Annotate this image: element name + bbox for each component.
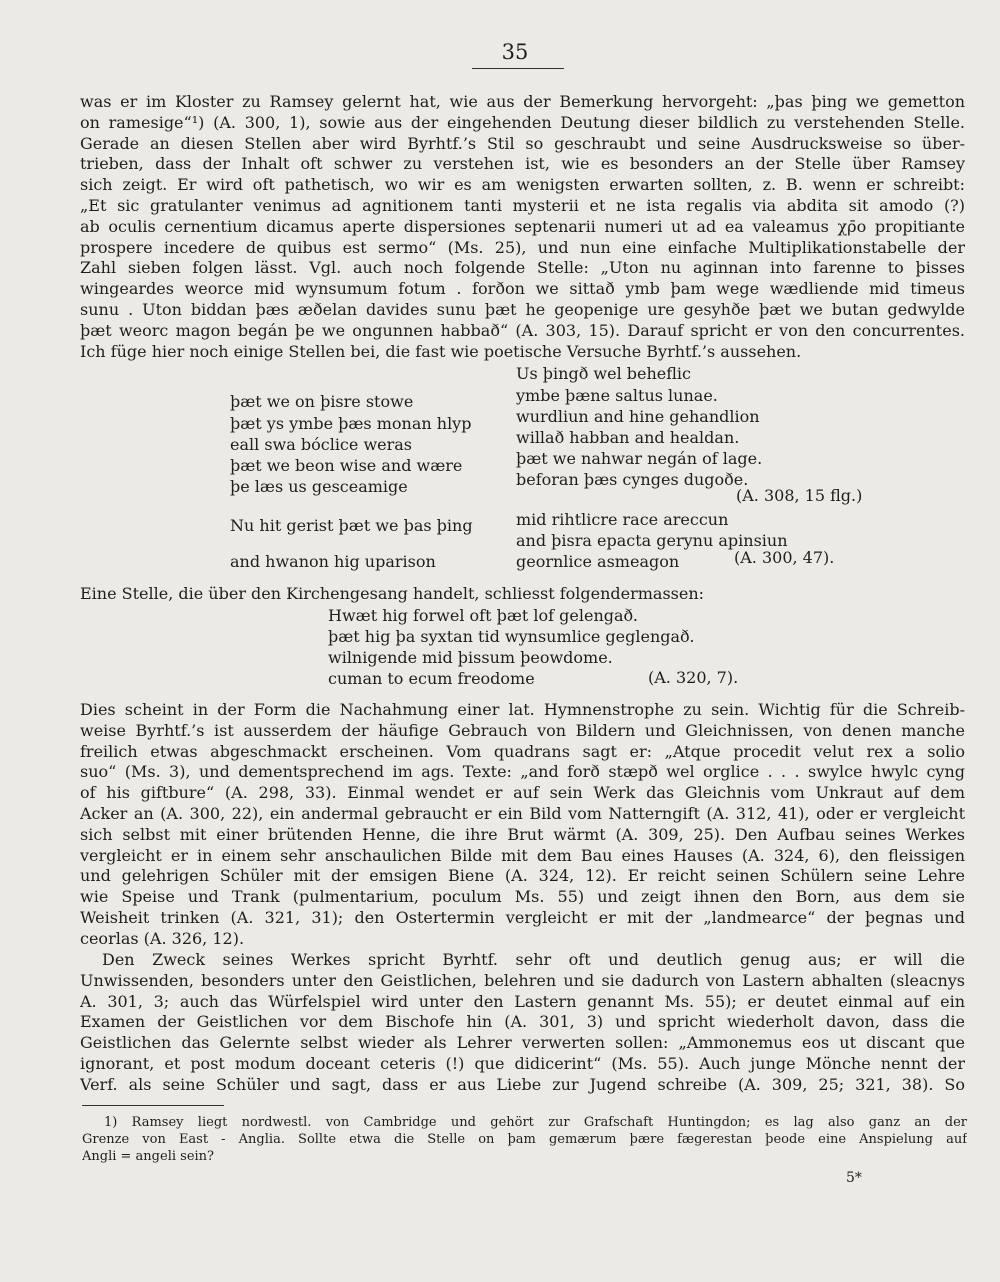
verse-line: Nu hit gerist þæt we þas þing [230,516,473,535]
text-line: on ramesige“¹) (A. 300, 1), sowie aus der eingehenden Deutung dieser bildlich zu verstehenden Stelle. [80,112,965,132]
verse-line: Hwæt hig forwel oft þæt lof gelengað. [328,606,638,625]
verse-reference: (A. 320, 7). [648,668,739,687]
text-line: of his giftbure“ (A. 298, 33). Einmal wendet er auf sein Werk das Gleichnis vom Unkraut auf dem [80,783,965,803]
text-line: Weisheit trinken (A. 321, 31); den Ostertermin vergleicht er mit der „landmearce“ der þegnas und [80,907,965,927]
text-line: Dies scheint in der Form die Nachahmung einer lat. Hymnenstrophe zu sein. Wichtig für die Schreib- [80,700,965,719]
text-line: Den Zweck seines Werkes spricht Byrhtf. sehr oft und deutlich genug aus; er will die [102,950,965,969]
verse-line: beforan þæs cynges dugoðe. [516,470,749,489]
verse-line: cuman to ecum freodome [328,669,535,688]
text-line: Ich füge hier noch einige Stellen bei, die fast wie poetische Versuche Byrhtf.’s aussehen. [80,341,802,361]
text-line: ab oculis cernentium dicamus aperte dispersiones septenarii numeri ut ad ea valeamus χρ̄o propitiante [80,216,965,236]
paragraph-1 [80,92,965,362]
text-line: ceorlas (A. 326, 12). [80,928,245,948]
text-line: wingeardes weorce mid wynsumum fotum . forðon we sittað ymb þam wege wædliende mid timeus [80,279,965,299]
text-line: A. 301, 3; auch das Würfelspiel wird unter den Lastern genannt Ms. 55); er deutet einmal auf ein [80,991,965,1011]
verse-line: wurdliun and hine gehandlion [516,407,760,426]
text-line: suo“ (Ms. 3), und dementsprechend im ags. Texte: „and forð stæpð wel orglice . . . swylce hwylc cyng [80,762,965,782]
text-line: Eine Stelle, die über den Kirchengesang handelt, schliesst folgendermassen: [80,584,705,603]
verse-line: mid rihtlicre race areccun [516,510,729,529]
text-line: þæt weorc magon begán þe we ongunnen habbað“ (A. 303, 15). Darauf spricht er von den concurrentes. [80,320,965,340]
text-line: Verf. als seine Schüler und sagt, dass er aus Liebe zur Jugend schreibe (A. 309, 25; 321, 38). So [80,1074,965,1094]
verse-line: geornlice asmeagon [516,552,680,571]
verse-line: þæt we nahwar negán of lage. [516,449,763,468]
text-line: weise Byrhtf.’s ist ausserdem der häufige Gebrauch von Bildern und Gleichnissen, von denen manche [80,720,965,740]
footnote [82,1114,967,1165]
text-line: Unwissenden, besonders unter den Geistlichen, belehren und sie dadurch von Lastern abhalten (sleacnys [80,970,965,990]
footnote-line: Angli = angeli sein? [82,1149,215,1164]
signature-mark: 5* [846,1170,862,1186]
text-line: und gelehrigen Schüler mit der emsigen Biene (A. 324, 12). Er reicht seinen Schülern seine Lehre [80,866,965,886]
verse-reference: (A. 300, 47). [734,548,835,567]
text-line: wie Speise und Trank (pulmentarium, poculum Ms. 55) und zeigt ihnen den Born, aus dem sie [80,887,965,907]
verse-line: ymbe þæne saltus lunae. [516,386,718,405]
verse-line: þe læs us gesceamige [230,477,408,496]
verse-line: þæt we on þisre stowe [230,392,414,411]
text-line: ignorant, et post modum doceant ceteris (!) que didicerint“ (Ms. 55). Auch junge Mönche nennt der [80,1053,965,1073]
text-line: trieben, dass der Inhalt oft schwer zu verstehen ist, wie es besonders an der Stelle über Ramsey [80,154,965,174]
text-line: sich zeigt. Er wird oft pathetisch, wo wir es am wenigsten erwarten sollten, z. B. wenn er schreibt: [80,175,965,195]
hymn-intro [80,584,965,605]
text-line: Zahl sieben folgen lässt. Vgl. auch noch folgende Stelle: „Uton nu aginnan into farenne to þisses [80,258,965,278]
verse-line: þæt hig þa syxtan tid wynsumlice geglengað. [328,627,695,646]
text-line: vergleicht er in einem sehr anschaulichen Bilde mit dem Bau eines Hauses (A. 324, 6), den fleissigen [80,845,965,865]
verse-line: wilnigende mid þissum þeowdome. [328,648,613,667]
text-line: sunu . Uton biddan þæs æðelan davides sunu þæt he geopenige ure gesyhðe þæt we butan gedwylde [80,299,965,319]
verse-line: and þisra epacta gerynu apinsiun [516,531,788,550]
text-line: sich selbst mit einer brütenden Henne, die ihre Brut wärmt (A. 309, 25). Den Aufbau seines Werkes [80,824,965,844]
page-number: 35 [501,40,529,64]
text-line: freilich etwas abgeschmackt erscheinen. Vom quadrans sagt er: „Atque procedit velut rex a solio [80,741,965,761]
footnote-rule [82,1105,224,1106]
footnote-line: Grenze von East - Anglia. Sollte etwa die Stelle on þam gemærum þære fægerestan þeode eine Anspielung auf [82,1132,967,1147]
page-number-rule [472,68,564,69]
paragraph-2 [80,700,965,950]
text-line: Examen der Geistlichen vor dem Bischofe hin (A. 301, 3) und spricht wiederholt davon, dass die [80,1012,965,1032]
verse-line: willað habban and healdan. [516,428,740,447]
text-line: Acker an (A. 300, 22), ein andermal gebraucht er ein Bild vom Natterngift (A. 312, 41), oder er vergleicht [80,803,965,823]
verse-line: eall swa bóclice weras [230,435,413,454]
verse-line: Us þingð wel beheflic [516,364,692,383]
footnote-line: 1) Ramsey liegt nordwestl. von Cambridge und gehört zur Grafschaft Huntingdon; es lag also ganz an der [104,1115,967,1130]
text-line: Gerade an diesen Stellen aber wird Byrhtf.’s Stil so geschraubt und seine Ausdrucksweise so über- [80,133,965,153]
verse-reference: (A. 308, 15 flg.) [736,486,863,505]
text-line: „Et sic gratulanter venimus ad agnitionem tanti mysterii et ne ista regalis via abdita sit amodo (?) [80,195,965,215]
paragraph-3 [80,950,965,1096]
verse-line: þæt we beon wise and wære [230,456,463,475]
verse-line: and hwanon hig uparison [230,552,436,571]
verse-line: þæt ys ymbe þæs monan hlyp [230,414,472,433]
text-line: Geistlichen das Gelernte selbst wieder als Lehrer verwerten sollen: „Ammonemus eos ut discant que [80,1033,965,1053]
text-line: was er im Kloster zu Ramsey gelernt hat, wie aus der Bemerkung hervorgeht: „þas þing we gemetton [80,92,965,111]
text-line: prospere incedere de quibus est sermo“ (Ms. 25), und nun eine einfache Multiplikationstabelle der [80,237,965,257]
